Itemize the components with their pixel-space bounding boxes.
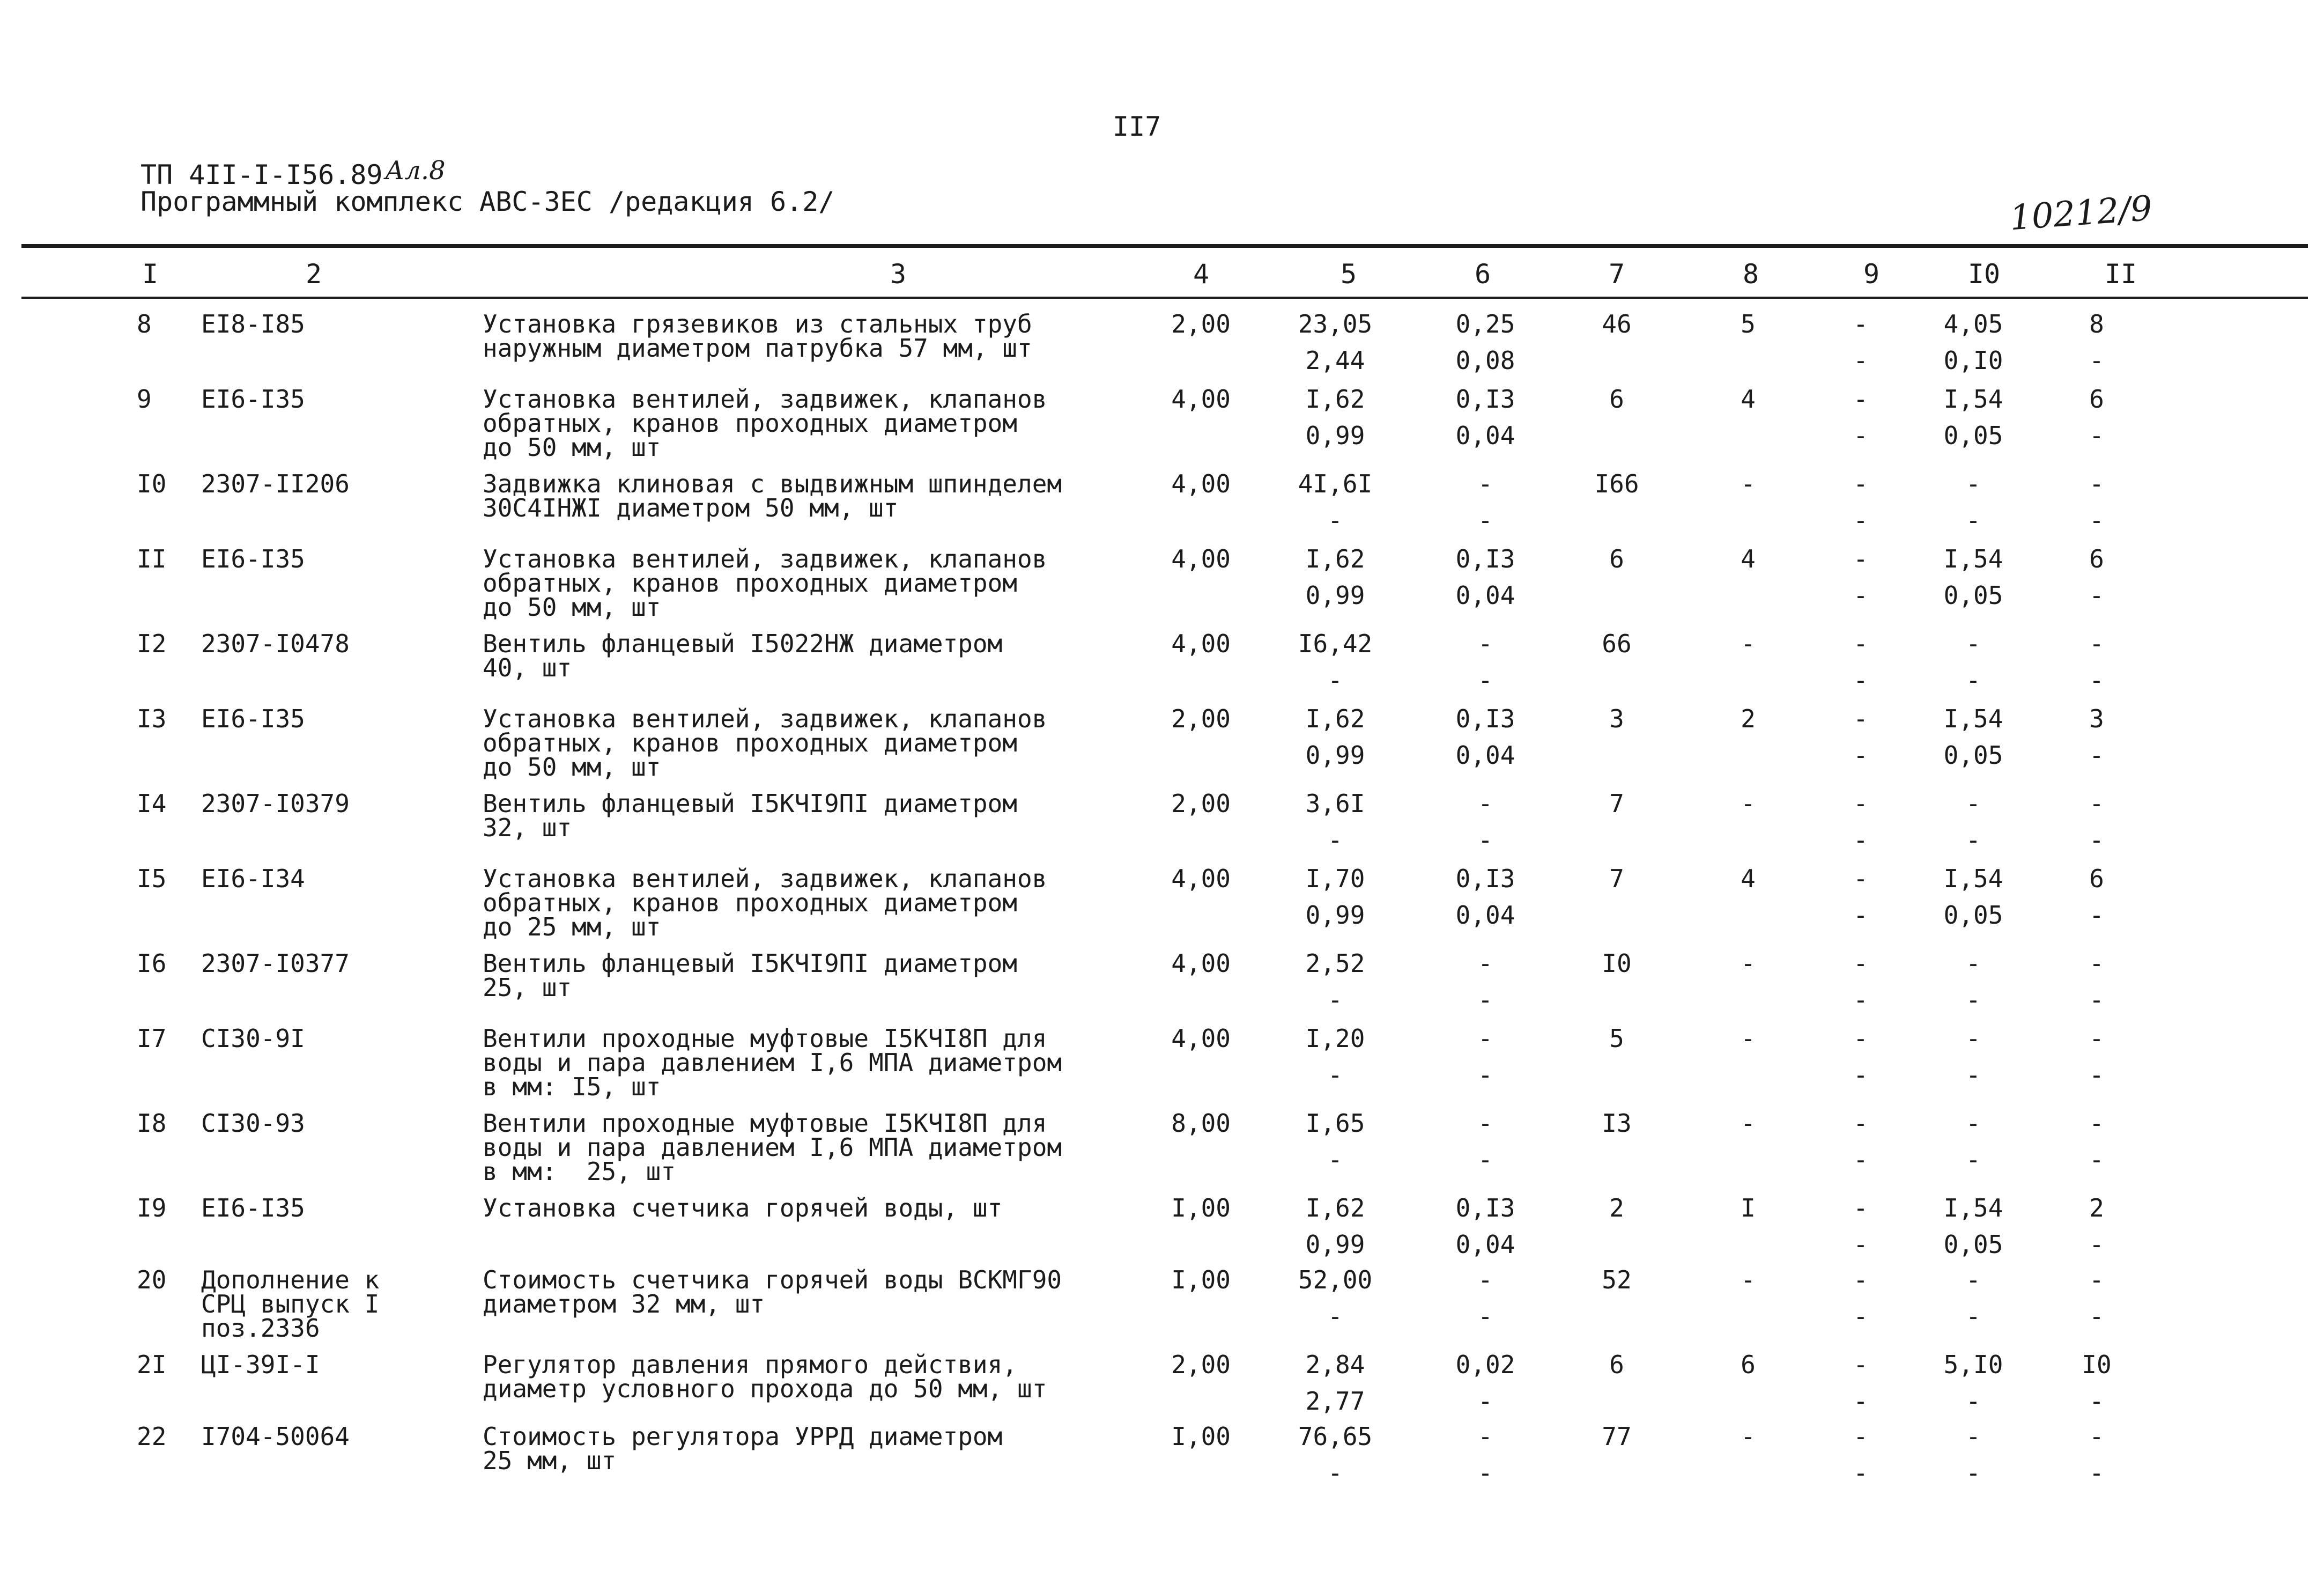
value-c11: 2	[2089, 1193, 2104, 1222]
value-c6: -	[1478, 629, 1493, 658]
value-c11-line2: -	[2089, 901, 2104, 930]
value-c9: -	[1853, 309, 1868, 338]
value-c11: -	[2089, 1109, 2104, 1138]
header-top-rule	[21, 244, 2308, 248]
value-c11-line2: -	[2089, 506, 2104, 535]
rate-code: СI30-9I	[201, 1024, 305, 1053]
value-c11-line2: -	[2089, 581, 2104, 610]
row-number: 2I	[137, 1350, 167, 1379]
quantity: 4,00	[1171, 949, 1231, 978]
value-c10-line2: 0,05	[1943, 421, 2003, 450]
sheet-number: 10212/9	[2008, 188, 2154, 239]
value-c11: 8	[2089, 309, 2104, 338]
value-c5-line2: -	[1328, 1458, 1343, 1487]
value-c5: I,70	[1305, 864, 1365, 893]
value-c6-line2: -	[1478, 1145, 1493, 1174]
value-c11: -	[2089, 1422, 2104, 1451]
value-c5: 23,05	[1298, 309, 1373, 338]
value-c5-line2: 0,99	[1305, 421, 1365, 450]
value-c10-line2: -	[1966, 1387, 1981, 1416]
value-c9-line2: -	[1853, 421, 1868, 450]
value-c9-line2: -	[1853, 985, 1868, 1014]
value-c9-line2: -	[1853, 1145, 1868, 1174]
value-c5-line2: -	[1328, 666, 1343, 695]
work-description: Вентиль фланцевый I5КЧI9ПI диаметром 32, шт	[483, 789, 1017, 842]
value-c9: -	[1853, 1422, 1868, 1451]
value-c8: -	[1741, 1024, 1756, 1053]
value-c10-line2: -	[1966, 1145, 1981, 1174]
value-c10: -	[1966, 1265, 1981, 1294]
value-c5-line2: 2,44	[1305, 346, 1365, 375]
rate-code: 2307-I0478	[201, 629, 350, 658]
value-c5-line2: 0,99	[1305, 1230, 1365, 1259]
value-c8: -	[1741, 469, 1756, 498]
value-c6: 0,I3	[1455, 385, 1515, 414]
quantity: 2,00	[1171, 309, 1231, 338]
column-header: 3	[890, 259, 907, 290]
work-description: Вентили проходные муфтовые I5КЧI8П для воды и пара давлением I,6 МПА диаметром в мм: I5, шт	[483, 1024, 1062, 1101]
work-description: Установка вентилей, задвижек, клапанов обратных, кранов проходных диаметром до 50 мм, шт	[483, 704, 1047, 782]
value-c6-line2: -	[1478, 1302, 1493, 1331]
work-description: Задвижка клиновая с выдвижным шпинделем 30С4IНЖI диаметром 50 мм, шт	[483, 469, 1062, 522]
value-c11-line2: -	[2089, 826, 2104, 854]
value-c9-line2: -	[1853, 1302, 1868, 1331]
value-c5: 4I,6I	[1298, 469, 1373, 498]
table-row	[0, 1111, 2324, 1196]
value-c11-line2: -	[2089, 1458, 2104, 1487]
value-c5-line2: 2,77	[1305, 1387, 1365, 1416]
value-c10-line2: -	[1966, 1458, 1981, 1487]
value-c6: 0,25	[1455, 309, 1515, 338]
table-row	[0, 1350, 2324, 1425]
value-c11-line2: -	[2089, 1145, 2104, 1174]
value-c10-line2: 0,05	[1943, 741, 2003, 770]
value-c9: -	[1853, 629, 1868, 658]
value-c11: 6	[2089, 864, 2104, 893]
value-c5: I,20	[1305, 1024, 1365, 1053]
quantity: 4,00	[1171, 629, 1231, 658]
work-description: Вентиль фланцевый I5КЧI9ПI диаметром 25, шт	[483, 949, 1017, 1002]
value-c8: 4	[1741, 544, 1756, 573]
table-row	[0, 1422, 2324, 1489]
value-c11: -	[2089, 1265, 2104, 1294]
value-c11-line2: -	[2089, 421, 2104, 450]
value-c6-line2: 0,04	[1455, 421, 1515, 450]
value-c11-line2: -	[2089, 741, 2104, 770]
value-c10: I,54	[1943, 704, 2003, 733]
table-row	[0, 949, 2324, 1027]
quantity: I,00	[1171, 1265, 1231, 1294]
value-c10-line2: 0,05	[1943, 901, 2003, 930]
value-c5: I,62	[1305, 385, 1365, 414]
table-row	[0, 629, 2324, 707]
value-c10-line2: 0,I0	[1943, 346, 2003, 375]
value-c11: -	[2089, 469, 2104, 498]
value-c10: I,54	[1943, 385, 2003, 414]
value-c5: I6,42	[1298, 629, 1373, 658]
value-c7: I66	[1594, 469, 1639, 498]
row-number: I5	[137, 864, 167, 893]
rate-code: ЕI6-I35	[201, 1193, 305, 1222]
value-c5-line2: -	[1328, 1145, 1343, 1174]
value-c6: -	[1478, 1422, 1493, 1451]
value-c11: -	[2089, 789, 2104, 818]
value-c7: 66	[1602, 629, 1632, 658]
column-header: 5	[1340, 259, 1357, 290]
value-c5: 2,84	[1305, 1350, 1365, 1379]
value-c10-line2: -	[1966, 1302, 1981, 1331]
rate-code: 2307-II206	[201, 469, 350, 498]
value-c11: -	[2089, 949, 2104, 978]
value-c6: 0,02	[1455, 1350, 1515, 1379]
value-c5-line2: -	[1328, 1302, 1343, 1331]
value-c7: 3	[1609, 704, 1624, 733]
row-number: I2	[137, 629, 167, 658]
value-c8: I	[1741, 1193, 1756, 1222]
table-row	[0, 309, 2324, 387]
rate-code: ЕI8-I85	[201, 309, 305, 338]
column-header: I0	[1967, 259, 2001, 290]
value-c9: -	[1853, 1193, 1868, 1222]
value-c9-line2: -	[1853, 1458, 1868, 1487]
value-c6-line2: -	[1478, 985, 1493, 1014]
value-c5: 2,52	[1305, 949, 1365, 978]
value-c5: I,62	[1305, 704, 1365, 733]
row-number: 9	[137, 385, 152, 414]
value-c5-line2: 0,99	[1305, 901, 1365, 930]
value-c11: -	[2089, 1024, 2104, 1053]
table-row	[0, 789, 2324, 867]
value-c11-line2: -	[2089, 1387, 2104, 1416]
value-c8: 2	[1741, 704, 1756, 733]
value-c7: 6	[1609, 1350, 1624, 1379]
row-number: I0	[137, 469, 167, 498]
value-c7: 6	[1609, 544, 1624, 573]
value-c9-line2: -	[1853, 826, 1868, 854]
value-c10: I,54	[1943, 1193, 2003, 1222]
value-c9-line2: -	[1853, 1060, 1868, 1089]
rate-code: ЕI6-I35	[201, 544, 305, 573]
value-c6-line2: 0,08	[1455, 346, 1515, 375]
row-number: II	[137, 544, 167, 573]
value-c7: I0	[1602, 949, 1632, 978]
value-c11-line2: -	[2089, 985, 2104, 1014]
value-c8: 5	[1741, 309, 1756, 338]
rate-code: ЕI6-I35	[201, 704, 305, 733]
rate-code: СI30-93	[201, 1109, 305, 1138]
value-c9-line2: -	[1853, 581, 1868, 610]
quantity: 4,00	[1171, 544, 1231, 573]
value-c6-line2: 0,04	[1455, 741, 1515, 770]
quantity: 4,00	[1171, 1024, 1231, 1053]
value-c9: -	[1853, 469, 1868, 498]
value-c5-line2: 0,99	[1305, 741, 1365, 770]
value-c6-line2: -	[1478, 506, 1493, 535]
value-c9-line2: -	[1853, 901, 1868, 930]
value-c8: 6	[1741, 1350, 1756, 1379]
value-c9-line2: -	[1853, 1230, 1868, 1259]
value-c10: -	[1966, 949, 1981, 978]
value-c9: -	[1853, 704, 1868, 733]
value-c7: 52	[1602, 1265, 1632, 1294]
value-c6: 0,I3	[1455, 704, 1515, 733]
value-c6-line2: 0,04	[1455, 581, 1515, 610]
value-c11: 6	[2089, 385, 2104, 414]
value-c6-line2: -	[1478, 1458, 1493, 1487]
value-c10: -	[1966, 469, 1981, 498]
value-c5-line2: -	[1328, 985, 1343, 1014]
value-c10-line2: -	[1966, 1060, 1981, 1089]
header-bottom-rule	[21, 297, 2308, 299]
value-c9: -	[1853, 789, 1868, 818]
value-c9-line2: -	[1853, 741, 1868, 770]
value-c10: 5,I0	[1943, 1350, 2003, 1379]
value-c8: -	[1741, 1422, 1756, 1451]
value-c7: 77	[1602, 1422, 1632, 1451]
work-description: Вентиль фланцевый I5022НЖ диаметром 40, шт	[483, 629, 1003, 682]
row-number: 8	[137, 309, 152, 338]
value-c11: 6	[2089, 544, 2104, 573]
value-c6: -	[1478, 469, 1493, 498]
value-c11-line2: -	[2089, 346, 2104, 375]
work-description: Установка вентилей, задвижек, клапанов обратных, кранов проходных диаметром до 50 мм, шт	[483, 385, 1047, 462]
value-c8: 4	[1741, 864, 1756, 893]
row-number: I3	[137, 704, 167, 733]
column-header: I	[142, 259, 159, 290]
value-c5: I,65	[1305, 1109, 1365, 1138]
value-c8: -	[1741, 949, 1756, 978]
document-code: ТП 4II-I-I56.89	[140, 159, 383, 190]
column-header: 7	[1608, 259, 1625, 290]
column-header: 9	[1863, 259, 1880, 290]
value-c6: 0,I3	[1455, 1193, 1515, 1222]
value-c5-line2: -	[1328, 826, 1343, 854]
quantity: 4,00	[1171, 385, 1231, 414]
value-c11: 3	[2089, 704, 2104, 733]
value-c7: 5	[1609, 1024, 1624, 1053]
value-c6: 0,I3	[1455, 864, 1515, 893]
value-c7: 2	[1609, 1193, 1624, 1222]
rate-code: 2307-I0379	[201, 789, 350, 818]
value-c5: I,62	[1305, 544, 1365, 573]
value-c9-line2: -	[1853, 346, 1868, 375]
value-c10-line2: 0,05	[1943, 581, 2003, 610]
value-c11-line2: -	[2089, 1302, 2104, 1331]
value-c7: 6	[1609, 385, 1624, 414]
column-header: 8	[1742, 259, 1759, 290]
value-c5: 76,65	[1298, 1422, 1373, 1451]
value-c7: 7	[1609, 864, 1624, 893]
value-c5-line2: 0,99	[1305, 581, 1365, 610]
value-c10: -	[1966, 1109, 1981, 1138]
value-c6-line2: -	[1478, 666, 1493, 695]
value-c11-line2: -	[2089, 1230, 2104, 1259]
value-c10-line2: -	[1966, 506, 1981, 535]
row-number: I7	[137, 1024, 167, 1053]
value-c9: -	[1853, 864, 1868, 893]
value-c10-line2: -	[1966, 826, 1981, 854]
value-c10-line2: -	[1966, 985, 1981, 1014]
work-description: Установка грязевиков из стальных труб наружным диаметром патрубка 57 мм, шт	[483, 309, 1032, 363]
quantity: 2,00	[1171, 1350, 1231, 1379]
table-row	[0, 1265, 2324, 1353]
row-number: I8	[137, 1109, 167, 1138]
work-description: Стоимость счетчика горячей воды ВСКМГ90 диаметром 32 мм, шт	[483, 1265, 1062, 1318]
row-number: 20	[137, 1265, 167, 1294]
value-c5: I,62	[1305, 1193, 1365, 1222]
value-c6: -	[1478, 949, 1493, 978]
value-c5-line2: -	[1328, 1060, 1343, 1089]
value-c9: -	[1853, 1024, 1868, 1053]
row-number: I4	[137, 789, 167, 818]
value-c6-line2: -	[1478, 826, 1493, 854]
value-c5: 3,6I	[1305, 789, 1365, 818]
row-number: 22	[137, 1422, 167, 1451]
value-c11-line2: -	[2089, 666, 2104, 695]
rate-code: ЕI6-I34	[201, 864, 305, 893]
value-c6-line2: -	[1478, 1060, 1493, 1089]
column-header-row	[0, 259, 2324, 291]
value-c10: -	[1966, 1024, 1981, 1053]
value-c8: -	[1741, 789, 1756, 818]
value-c9-line2: -	[1853, 506, 1868, 535]
value-c9-line2: -	[1853, 666, 1868, 695]
value-c9: -	[1853, 1109, 1868, 1138]
value-c9: -	[1853, 949, 1868, 978]
value-c6-line2: 0,04	[1455, 1230, 1515, 1259]
row-number: I9	[137, 1193, 167, 1222]
rate-code: ЦI-39I-I	[201, 1350, 320, 1379]
quantity: 2,00	[1171, 789, 1231, 818]
rate-code: I704-50064	[201, 1422, 350, 1451]
table-row	[0, 1024, 2324, 1111]
rate-code: 2307-I0377	[201, 949, 350, 978]
table-row	[0, 704, 2324, 792]
work-description: Установка счетчика горячей воды, шт	[483, 1193, 1003, 1222]
value-c9: -	[1853, 385, 1868, 414]
value-c8: -	[1741, 1265, 1756, 1294]
work-description: Установка вентилей, задвижек, клапанов обратных, кранов проходных диаметром до 25 мм, шт	[483, 864, 1047, 941]
quantity: I,00	[1171, 1422, 1231, 1451]
value-c9-line2: -	[1853, 1387, 1868, 1416]
value-c6-line2: -	[1478, 1387, 1493, 1416]
table-row	[0, 387, 2324, 472]
estimate-table-body	[0, 309, 2324, 1489]
column-header: 4	[1193, 259, 1210, 290]
work-description: Регулятор давления прямого действия, диаметр условного прохода до 50 мм, шт	[483, 1350, 1047, 1403]
work-description: Установка вентилей, задвижек, клапанов обратных, кранов проходных диаметром до 50 мм, шт	[483, 544, 1047, 622]
table-row	[0, 864, 2324, 952]
value-c7: 46	[1602, 309, 1632, 338]
value-c6: -	[1478, 1024, 1493, 1053]
value-c7: 7	[1609, 789, 1624, 818]
value-c5-line2: -	[1328, 506, 1343, 535]
value-c6: -	[1478, 1109, 1493, 1138]
value-c10: -	[1966, 629, 1981, 658]
value-c9: -	[1853, 544, 1868, 573]
document-subtitle: Программный комплекс АВС-3ЕС /редакция 6.2/	[140, 186, 835, 217]
value-c11-line2: -	[2089, 1060, 2104, 1089]
row-number: I6	[137, 949, 167, 978]
value-c10-line2: -	[1966, 666, 1981, 695]
rate-code: ЕI6-I35	[201, 385, 305, 414]
table-row	[0, 469, 2324, 547]
column-header: II	[2104, 259, 2137, 290]
quantity: 2,00	[1171, 704, 1231, 733]
value-c5: 52,00	[1298, 1265, 1373, 1294]
value-c10: I,54	[1943, 864, 2003, 893]
value-c10-line2: 0,05	[1943, 1230, 2003, 1259]
value-c6: -	[1478, 1265, 1493, 1294]
rate-code: Дополнение к СРЦ выпуск I поз.2336	[201, 1265, 380, 1343]
value-c7: I3	[1602, 1109, 1632, 1138]
value-c9: -	[1853, 1265, 1868, 1294]
value-c9: -	[1853, 1350, 1868, 1379]
value-c6: -	[1478, 789, 1493, 818]
value-c11: I0	[2082, 1350, 2112, 1379]
quantity: 8,00	[1171, 1109, 1231, 1138]
column-header: 6	[1474, 259, 1491, 290]
value-c8: 4	[1741, 385, 1756, 414]
page-number: II7	[1113, 111, 1161, 142]
value-c10: -	[1966, 789, 1981, 818]
work-description: Вентили проходные муфтовые I5КЧI8П для воды и пара давлением I,6 МПА диаметром в мм: 25, шт	[483, 1109, 1062, 1186]
table-row	[0, 544, 2324, 632]
value-c6-line2: 0,04	[1455, 901, 1515, 930]
value-c8: -	[1741, 1109, 1756, 1138]
quantity: 4,00	[1171, 469, 1231, 498]
value-c10: I,54	[1943, 544, 2003, 573]
quantity: 4,00	[1171, 864, 1231, 893]
quantity: I,00	[1171, 1193, 1231, 1222]
value-c10: 4,05	[1943, 309, 2003, 338]
value-c6: 0,I3	[1455, 544, 1515, 573]
column-header: 2	[305, 259, 322, 290]
handwritten-mark: Ал.8	[385, 156, 446, 186]
value-c8: -	[1741, 629, 1756, 658]
work-description: Стоимость регулятора УРРД диаметром 25 мм, шт	[483, 1422, 1003, 1475]
value-c11: -	[2089, 629, 2104, 658]
value-c10: -	[1966, 1422, 1981, 1451]
table-row	[0, 1193, 2324, 1268]
